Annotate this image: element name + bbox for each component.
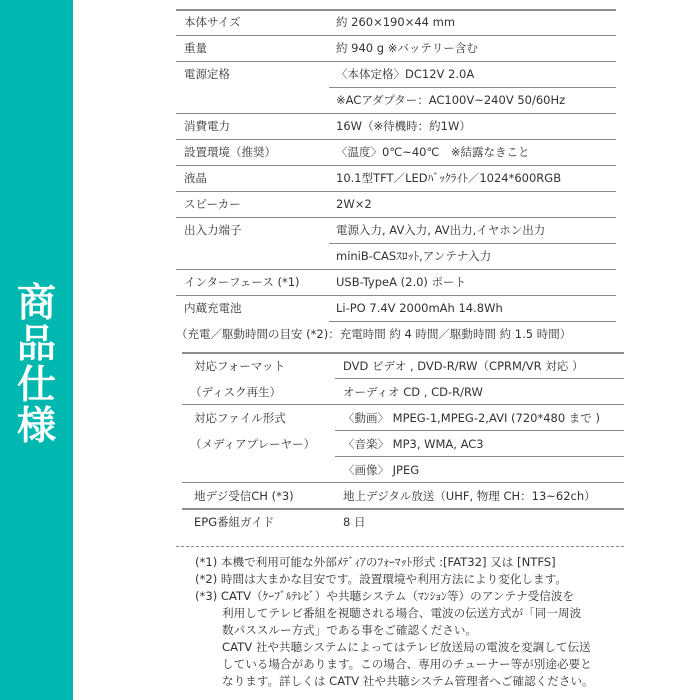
sidebar-band xyxy=(0,0,73,700)
row-divider xyxy=(176,295,616,296)
spec-value: Li-PO 7.4V 2000mAh 14.8Wh xyxy=(336,301,503,315)
spec-value: 〈本体定格〉DC12V 2.0A xyxy=(336,67,475,81)
row-divider xyxy=(182,482,624,483)
spec-value: オーディオ CD , CD-R/RW xyxy=(343,385,483,399)
spec-value: 約 940 g ※バッテリー含む xyxy=(336,41,478,55)
title-char: 商 xyxy=(16,281,56,326)
row-divider xyxy=(176,191,616,192)
row-divider xyxy=(176,61,616,62)
spec-value: 〈画像〉 JPEG xyxy=(343,463,420,477)
spec-value: 16W（※待機時：約1W） xyxy=(336,119,471,133)
footnote-3-line: なります。詳しくは CATV 社や共聴システム管理者へご確認ください。 xyxy=(222,674,594,688)
footnote-2: (*2) 時間は大まかな目安です。設置環境や利用方法により変化します。 xyxy=(195,572,567,586)
row-divider xyxy=(176,139,616,140)
table-border xyxy=(176,9,616,11)
spec-label: 設置環境（推奨） xyxy=(184,145,276,159)
footnote-3-line: 数パススルー方式」である事をご確認ください。 xyxy=(222,623,478,637)
spec-value: 8 日 xyxy=(343,515,366,529)
row-divider xyxy=(176,217,616,218)
footnote-3-line: 利用してテレビ番組を視聴される場合、電波の伝送方式が「同一周波 xyxy=(222,606,582,620)
table-border xyxy=(182,352,624,354)
row-divider xyxy=(176,165,616,166)
row-divider xyxy=(182,404,624,405)
section-title xyxy=(0,283,73,447)
spec-label: 出入力端子 xyxy=(184,223,242,237)
spec-label: EPG番組ガイド xyxy=(194,515,275,529)
spec-label: 本体サイズ xyxy=(184,15,241,29)
spec-label: 液晶 xyxy=(184,171,207,185)
spec-value: 電源入力, AV入力, AV出力,イヤホン出力 xyxy=(336,223,546,237)
spec-label: インターフェース (*1) xyxy=(184,275,300,289)
spec-value: miniB-CASｽﾛｯﾄ,アンテナ入力 xyxy=(336,249,492,263)
title-char: 様 xyxy=(16,404,56,449)
spec-value: 〈動画〉 MPEG-1,MPEG-2,AVI (720*480 まで ) xyxy=(343,411,600,425)
row-divider xyxy=(329,243,616,244)
footnote-3: (*3) CATV（ｹｰﾌﾞﾙﾃﾚﾋﾞ）や共聴システム（ﾏﾝｼｮﾝ等）のアンテナ受信波を xyxy=(195,589,575,603)
spec-value: 2W×2 xyxy=(336,197,372,211)
row-divider xyxy=(335,378,624,379)
row-divider xyxy=(176,269,616,270)
spec-label: （メディアプレーヤー） xyxy=(190,437,316,451)
spec-label: 重量 xyxy=(184,41,207,55)
row-divider xyxy=(329,321,616,322)
spec-value: DVD ビデオ , DVD-R/RW（CPRM/VR 対応 ） xyxy=(343,359,584,373)
dashed-divider xyxy=(176,546,624,547)
row-divider xyxy=(335,456,624,457)
row-divider xyxy=(176,35,616,36)
spec-label: 内蔵充電池 xyxy=(184,301,242,315)
spec-value: 10.1型TFT／LEDﾊﾞｯｸﾗｲﾄ／1024*600RGB xyxy=(336,171,562,185)
spec-label: スピーカー xyxy=(184,197,241,211)
footnote-3-line: CATV 社や共聴システムによってはテレビ放送局の電波を変調して伝送 xyxy=(222,640,591,654)
row-divider xyxy=(329,87,616,88)
spec-label: 対応フォーマット xyxy=(194,359,285,373)
spec-value: 〈音楽〉 MP3, WMA, AC3 xyxy=(343,437,484,451)
spec-label: 対応ファイル形式 xyxy=(194,411,286,425)
spec-value: USB-TypeA (2.0) ポート xyxy=(336,275,467,289)
spec-value: ※ACアダプター：AC100V~240V 50/60Hz xyxy=(336,93,566,107)
spec-label: 地デジ受信CH (*3) xyxy=(194,489,294,503)
row-divider xyxy=(182,508,624,510)
footnote-1: (*1) 本機で利用可能な外部ﾒﾃﾞｨｱのﾌｫｰﾏｯﾄ形式 :[FAT32] 又は [NTFS] xyxy=(195,555,556,569)
footnote-3-line: している場合があります。この場合、専用のチューナー等が別途必要と xyxy=(222,657,592,671)
spec-value: 〈温度〉0℃~40℃ ※結露なきこと xyxy=(336,145,530,159)
row-divider xyxy=(176,113,616,114)
battery-note: （充電／駆動時間の目安 (*2)：充電時間 約 4 時間／駆動時間 約 1.5 時間） xyxy=(176,327,572,341)
spec-label: 消費電力 xyxy=(184,119,230,133)
spec-value: 約 260×190×44 mm xyxy=(336,15,456,29)
row-divider xyxy=(335,430,624,431)
title-char: 品 xyxy=(16,322,56,367)
spec-value: 地上デジタル放送（UHF, 物理 CH：13~62ch） xyxy=(343,489,596,503)
spec-label: （ディスク再生） xyxy=(190,385,282,399)
spec-label: 電源定格 xyxy=(184,67,230,81)
title-char: 仕 xyxy=(16,363,56,408)
